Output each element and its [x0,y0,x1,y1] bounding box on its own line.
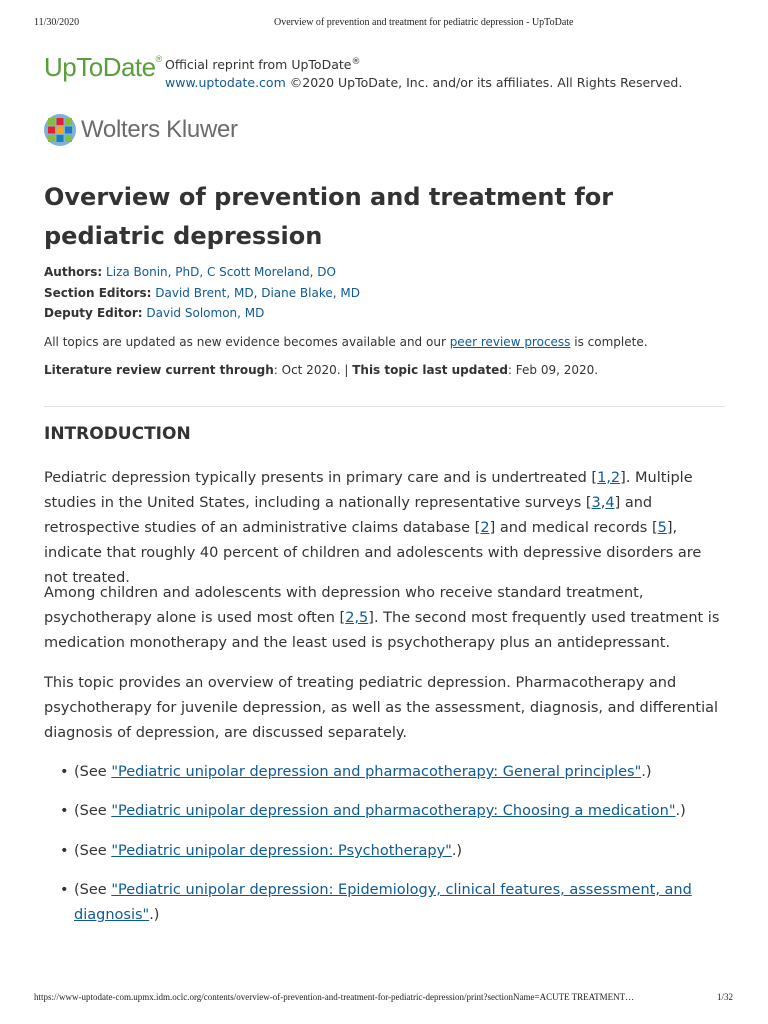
reference-link[interactable]: 4 [605,495,615,511]
see-also-link[interactable]: "Pediatric unipolar depression and pharmacotherapy: Choosing a medication" [111,803,676,819]
review-dates: Literature review current through: Oct 2020. | This topic last updated: Feb 09, 2020. [44,363,599,377]
intro-paragraph-1: Pediatric depression typically presents in primary care and is undertreated [1,2]. Multiple studies in the United States, including a nationally representative surveys [3,4] and retrospective studies of an administrative claims database [2] and medical records [5], indicate that roughly 40 percent of children and adolescents with depressive disorders are not treated. [44,470,702,586]
deputy-editor-link[interactable]: David Solomon, MD [146,306,265,320]
reprint-notice: Official reprint from UpToDate® www.uptodate.com ©2020 UpToDate, Inc. and/or its affiliates. All Rights Reserved. [165,57,683,91]
section-divider [44,406,725,407]
authors-link[interactable]: Liza Bonin, PhD, C Scott Moreland, DO [106,265,336,279]
print-title: Overview of prevention and treatment for pediatric depression - UpToDate [274,17,574,28]
see-also-link[interactable]: "Pediatric unipolar depression and pharmacotherapy: General principles" [111,764,642,780]
reference-link[interactable]: 1,2 [597,470,621,486]
authors-line: Authors: Liza Bonin, PhD, C Scott Moreland, DO [44,265,336,279]
see-also-link[interactable]: "Pediatric unipolar depression: Psychotherapy" [111,843,452,859]
uptodate-logo[interactable]: UpToDate® [44,52,162,82]
section-editor-link[interactable]: Diane Blake, MD [261,286,360,300]
wolters-kluwer-logo [44,114,238,146]
section-heading-introduction: INTRODUCTION [44,424,191,444]
reference-link[interactable]: 2 [480,520,490,536]
peer-review-link[interactable]: peer review process [449,335,571,349]
uptodate-site-link[interactable]: www.uptodate.com [165,75,286,91]
wolters-kluwer-mark-icon [44,114,76,146]
reference-link[interactable]: 5 [657,520,667,536]
reprint-line: Official reprint from UpToDate [165,57,352,73]
page-number: 1/32 [717,992,734,1002]
see-also-link[interactable]: "Pediatric unipolar depression: Epidemiology, clinical features, assessment, and diagnosis" [74,882,692,923]
reference-link[interactable]: 3 [591,495,601,511]
reference-link[interactable]: 2,5 [345,610,369,626]
print-date: 11/30/2020 [34,17,80,28]
publisher-name: Wolters Kluwer [81,116,238,143]
intro-paragraph-2: Among children and adolescents with depression who receive standard treatment, psychotherapy alone is used most often [2,5]. The second most frequently used treatment is medication monotherapy and the least used is psychotherapy plus an antidepressant. [44,585,720,651]
section-editors-line: Section Editors: David Brent, MD, Diane Blake, MD [44,286,360,300]
print-url: https://www-uptodate-com.upmx.idm.oclc.org/contents/overview-of-prevention-and-treatment-for-pediatric-depression/print?sectionName=ACUTE TREATMENT… [34,992,635,1002]
intro-paragraph-3: This topic provides an overview of treating pediatric depression. Pharmacotherapy and psychotherapy for juvenile depression, as well as the assessment, diagnosis, and differential diagnosis of depression, are discussed separately. [44,675,719,741]
section-editor-link[interactable]: David Brent, MD [155,286,254,300]
copyright-text: ©2020 UpToDate, Inc. and/or its affiliates. All Rights Reserved. [285,75,683,91]
update-note: All topics are updated as new evidence becomes available and our peer review process is complete. [44,335,648,349]
article-title: Overview of prevention and treatment for pediatric depression [44,183,614,250]
deputy-editor-line: Deputy Editor: David Solomon, MD [44,306,265,320]
